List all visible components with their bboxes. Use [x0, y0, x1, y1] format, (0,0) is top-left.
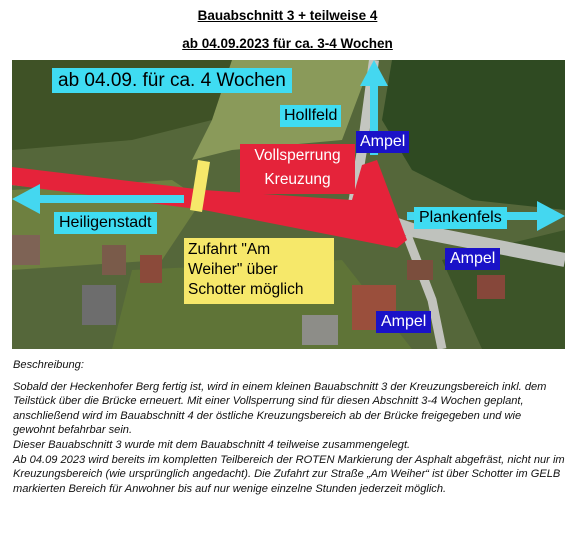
closure-label-line1: Vollsperrung: [254, 147, 341, 164]
ampel-badge-east: Ampel: [445, 248, 500, 270]
building: [477, 275, 505, 299]
label-heiligenstadt: Heiligenstadt: [54, 212, 157, 234]
building: [302, 315, 338, 345]
page-subtitle: ab 04.09.2023 für ca. 3-4 Wochen: [182, 36, 393, 51]
access-label-line2: Weiher" über: [188, 261, 278, 278]
top-banner: ab 04.09. für ca. 4 Wochen: [52, 68, 292, 93]
label-hollfeld: Hollfeld: [280, 105, 341, 127]
building: [407, 260, 433, 280]
aerial-map: [12, 60, 565, 349]
closure-label: [240, 144, 355, 194]
access-label-line1: Zufahrt "Am: [188, 241, 271, 258]
label-plankenfels: Plankenfels: [414, 207, 507, 229]
description-heading: Beschreibung:: [13, 359, 84, 371]
building: [102, 245, 126, 275]
description: [13, 358, 565, 496]
building: [140, 255, 162, 283]
page-title: Bauabschnitt 3 + teilweise 4: [197, 8, 378, 23]
description-paragraph-3: Ab 04.09 2023 wird bereits im kompletten Teilbereich der ROTEN Markierung der Asphalt abgefräst, nicht nur im Kreuzungsbereich (wie ursprünglich angedacht). Die Zufahrt zur Straße „Am Weiher“ ist über Schotter im GELB markierten Bereich für Anwohner bis auf nur wenige einzelne Stunden jederzeit möglich.: [13, 453, 565, 495]
ampel-badge-north: Ampel: [356, 131, 409, 153]
access-label: [184, 238, 334, 304]
building: [82, 285, 116, 325]
description-paragraph-2: Dieser Bauabschnitt 3 wurde mit dem Bauabschnitt 4 teilweise zusammengelegt.: [13, 438, 411, 451]
access-label-line3: Schotter möglich: [188, 281, 304, 298]
description-paragraph-1: Sobald der Heckenhofer Berg fertig ist, wird in einem kleinen Bauabschnitt 3 der Kreuzungsbereich inkl. dem Teilstück über die Brücke erneuert. Mit einer Vollsperrung sind für diesen Abschnitt 3-4 Wochen geplant, anschließend wird im Bauabschnitt 4 der östliche Kreuzungsbereich ab der Brücke freigegeben und wie gewohnt befahrbar sein.: [13, 380, 547, 437]
closure-label-line2: Kreuzung: [264, 171, 331, 188]
building: [12, 235, 40, 265]
ampel-badge-south: Ampel: [376, 311, 431, 333]
